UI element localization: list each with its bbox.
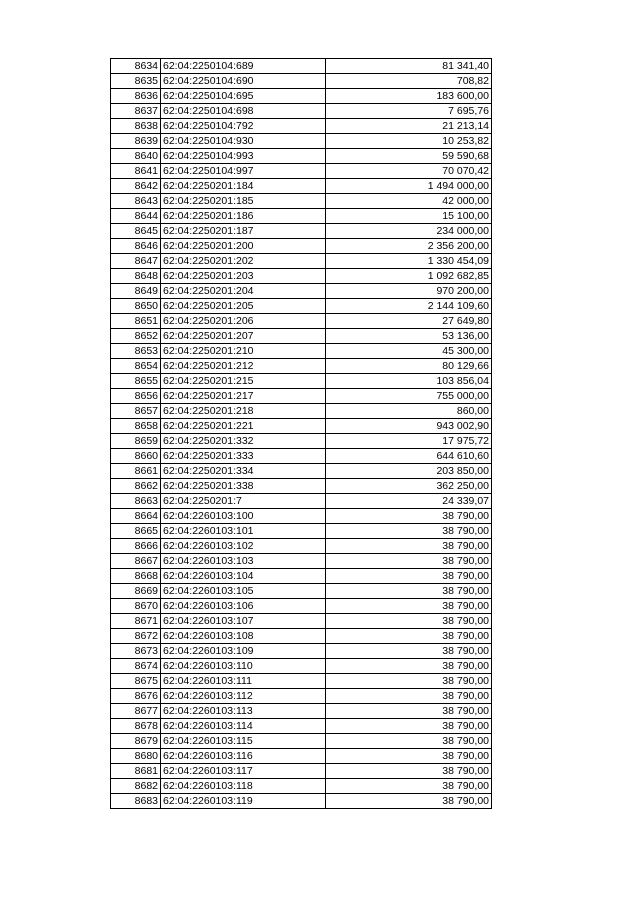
cadastral-value: 183 600,00: [326, 89, 492, 104]
cadastral-number: 62:04:2250201:338: [161, 479, 326, 494]
row-number: 8647: [111, 254, 161, 269]
cadastral-value: 80 129,66: [326, 359, 492, 374]
cadastral-number: 62:04:2250201:204: [161, 284, 326, 299]
cadastral-value: 362 250,00: [326, 479, 492, 494]
cadastral-number: 62:04:2260103:103: [161, 554, 326, 569]
cadastral-value: 38 790,00: [326, 764, 492, 779]
row-number: 8678: [111, 719, 161, 734]
table-row: [111, 344, 492, 359]
table-row: [111, 404, 492, 419]
table-body: [111, 59, 492, 809]
cadastral-value: 53 136,00: [326, 329, 492, 344]
cadastral-value: 103 856,04: [326, 374, 492, 389]
cadastral-number: 62:04:2250201:200: [161, 239, 326, 254]
row-number: 8668: [111, 569, 161, 584]
row-number: 8681: [111, 764, 161, 779]
row-number: 8675: [111, 674, 161, 689]
cadastral-number: 62:04:2250201:212: [161, 359, 326, 374]
row-number: 8674: [111, 659, 161, 674]
cadastral-number: 62:04:2260103:116: [161, 749, 326, 764]
cadastral-number: 62:04:2250104:689: [161, 59, 326, 74]
cadastral-value: 970 200,00: [326, 284, 492, 299]
row-number: 8635: [111, 74, 161, 89]
cadastral-number: 62:04:2250201:186: [161, 209, 326, 224]
table-row: [111, 134, 492, 149]
row-number: 8662: [111, 479, 161, 494]
cadastral-value: 38 790,00: [326, 554, 492, 569]
table-row: [111, 179, 492, 194]
table-row: [111, 629, 492, 644]
cadastral-value: 38 790,00: [326, 599, 492, 614]
table-row: [111, 479, 492, 494]
row-number: 8672: [111, 629, 161, 644]
table-row: [111, 659, 492, 674]
cadastral-value: 10 253,82: [326, 134, 492, 149]
cadastral-value: 27 649,80: [326, 314, 492, 329]
cadastral-value: 38 790,00: [326, 794, 492, 809]
table-row: [111, 419, 492, 434]
cadastral-value: 38 790,00: [326, 539, 492, 554]
cadastral-number: 62:04:2250201:205: [161, 299, 326, 314]
row-number: 8639: [111, 134, 161, 149]
cadastral-number: 62:04:2260103:115: [161, 734, 326, 749]
table-row: [111, 434, 492, 449]
cadastral-number: 62:04:2250104:792: [161, 119, 326, 134]
cadastral-value: 38 790,00: [326, 569, 492, 584]
table-row: [111, 734, 492, 749]
cadastral-number: 62:04:2250104:997: [161, 164, 326, 179]
cadastral-value: 24 339,07: [326, 494, 492, 509]
cadastral-value: 38 790,00: [326, 779, 492, 794]
row-number: 8634: [111, 59, 161, 74]
table-row: [111, 359, 492, 374]
row-number: 8657: [111, 404, 161, 419]
cadastral-number: 62:04:2250201:185: [161, 194, 326, 209]
table-row: [111, 569, 492, 584]
row-number: 8659: [111, 434, 161, 449]
row-number: 8650: [111, 299, 161, 314]
cadastral-number: 62:04:2250201:215: [161, 374, 326, 389]
table-row: [111, 59, 492, 74]
row-number: 8651: [111, 314, 161, 329]
cadastral-number: 62:04:2250201:206: [161, 314, 326, 329]
table-row: [111, 599, 492, 614]
table-row: [111, 614, 492, 629]
cadastral-number: 62:04:2250201:334: [161, 464, 326, 479]
row-number: 8655: [111, 374, 161, 389]
cadastral-number: 62:04:2250201:184: [161, 179, 326, 194]
row-number: 8665: [111, 524, 161, 539]
row-number: 8656: [111, 389, 161, 404]
cadastral-value-table: [110, 58, 492, 809]
cadastral-value: 45 300,00: [326, 344, 492, 359]
row-number: 8666: [111, 539, 161, 554]
table-row: [111, 584, 492, 599]
cadastral-number: 62:04:2260103:100: [161, 509, 326, 524]
row-number: 8643: [111, 194, 161, 209]
row-number: 8645: [111, 224, 161, 239]
table-row: [111, 509, 492, 524]
cadastral-number: 62:04:2260103:118: [161, 779, 326, 794]
cadastral-number: 62:04:2260103:113: [161, 704, 326, 719]
table-row: [111, 644, 492, 659]
cadastral-number: 62:04:2250201:207: [161, 329, 326, 344]
table-row: [111, 464, 492, 479]
cadastral-value: 1 494 000,00: [326, 179, 492, 194]
row-number: 8676: [111, 689, 161, 704]
row-number: 8637: [111, 104, 161, 119]
row-number: 8641: [111, 164, 161, 179]
table-row: [111, 794, 492, 809]
cadastral-number: 62:04:2260103:112: [161, 689, 326, 704]
table-row: [111, 524, 492, 539]
row-number: 8680: [111, 749, 161, 764]
table-row: [111, 209, 492, 224]
cadastral-number: 62:04:2260103:108: [161, 629, 326, 644]
cadastral-value: 7 695,76: [326, 104, 492, 119]
cadastral-number: 62:04:2260103:106: [161, 599, 326, 614]
cadastral-number: 62:04:2250201:218: [161, 404, 326, 419]
cadastral-value: 1 092 682,85: [326, 269, 492, 284]
cadastral-value: 38 790,00: [326, 524, 492, 539]
table-row: [111, 389, 492, 404]
cadastral-number: 62:04:2260103:114: [161, 719, 326, 734]
cadastral-value: 42 000,00: [326, 194, 492, 209]
cadastral-value: 38 790,00: [326, 584, 492, 599]
row-number: 8682: [111, 779, 161, 794]
table-row: [111, 89, 492, 104]
table-row: [111, 719, 492, 734]
table-row: [111, 764, 492, 779]
table-row: [111, 269, 492, 284]
cadastral-value: 38 790,00: [326, 749, 492, 764]
cadastral-value: 38 790,00: [326, 644, 492, 659]
row-number: 8653: [111, 344, 161, 359]
cadastral-value: 203 850,00: [326, 464, 492, 479]
cadastral-value: 2 356 200,00: [326, 239, 492, 254]
row-number: 8636: [111, 89, 161, 104]
table-row: [111, 449, 492, 464]
cadastral-number: 62:04:2260103:117: [161, 764, 326, 779]
cadastral-number: 62:04:2250201:187: [161, 224, 326, 239]
table-row: [111, 749, 492, 764]
row-number: 8638: [111, 119, 161, 134]
cadastral-value: 38 790,00: [326, 704, 492, 719]
row-number: 8658: [111, 419, 161, 434]
cadastral-value: 1 330 454,09: [326, 254, 492, 269]
cadastral-number: 62:04:2250104:993: [161, 149, 326, 164]
cadastral-number: 62:04:2250201:333: [161, 449, 326, 464]
cadastral-number: 62:04:2250201:221: [161, 419, 326, 434]
row-number: 8677: [111, 704, 161, 719]
row-number: 8667: [111, 554, 161, 569]
cadastral-number: 62:04:2260103:107: [161, 614, 326, 629]
cadastral-number: 62:04:2250201:203: [161, 269, 326, 284]
cadastral-value: 59 590,68: [326, 149, 492, 164]
table-row: [111, 74, 492, 89]
table-row: [111, 239, 492, 254]
row-number: 8669: [111, 584, 161, 599]
table-row: [111, 554, 492, 569]
cadastral-number: 62:04:2260103:109: [161, 644, 326, 659]
cadastral-value: 644 610,60: [326, 449, 492, 464]
cadastral-number: 62:04:2260103:102: [161, 539, 326, 554]
table-row: [111, 164, 492, 179]
cadastral-value: 38 790,00: [326, 614, 492, 629]
table-row: [111, 149, 492, 164]
row-number: 8648: [111, 269, 161, 284]
cadastral-number: 62:04:2260103:111: [161, 674, 326, 689]
table-row: [111, 704, 492, 719]
cadastral-value: 943 002,90: [326, 419, 492, 434]
row-number: 8649: [111, 284, 161, 299]
row-number: 8661: [111, 464, 161, 479]
cadastral-number: 62:04:2260103:119: [161, 794, 326, 809]
row-number: 8673: [111, 644, 161, 659]
cadastral-number: 62:04:2260103:104: [161, 569, 326, 584]
cadastral-value: 15 100,00: [326, 209, 492, 224]
table-row: [111, 314, 492, 329]
table-row: [111, 689, 492, 704]
cadastral-value: 17 975,72: [326, 434, 492, 449]
cadastral-value: 2 144 109,60: [326, 299, 492, 314]
row-number: 8640: [111, 149, 161, 164]
row-number: 8660: [111, 449, 161, 464]
cadastral-number: 62:04:2250201:202: [161, 254, 326, 269]
row-number: 8642: [111, 179, 161, 194]
table-row: [111, 374, 492, 389]
table-row: [111, 779, 492, 794]
table-row: [111, 674, 492, 689]
cadastral-number: 62:04:2260103:110: [161, 659, 326, 674]
cadastral-value: 38 790,00: [326, 719, 492, 734]
cadastral-value: 708,82: [326, 74, 492, 89]
cadastral-number: 62:04:2250201:7: [161, 494, 326, 509]
table-row: [111, 494, 492, 509]
row-number: 8670: [111, 599, 161, 614]
cadastral-value: 234 000,00: [326, 224, 492, 239]
cadastral-value: 38 790,00: [326, 734, 492, 749]
cadastral-number: 62:04:2250201:210: [161, 344, 326, 359]
row-number: 8652: [111, 329, 161, 344]
table-row: [111, 104, 492, 119]
cadastral-number: 62:04:2260103:105: [161, 584, 326, 599]
cadastral-number: 62:04:2260103:101: [161, 524, 326, 539]
table-row: [111, 539, 492, 554]
cadastral-number: 62:04:2250104:695: [161, 89, 326, 104]
table-row: [111, 224, 492, 239]
row-number: 8644: [111, 209, 161, 224]
row-number: 8664: [111, 509, 161, 524]
row-number: 8646: [111, 239, 161, 254]
table-row: [111, 119, 492, 134]
table-row: [111, 299, 492, 314]
table-row: [111, 194, 492, 209]
row-number: 8671: [111, 614, 161, 629]
cadastral-value: 38 790,00: [326, 674, 492, 689]
cadastral-number: 62:04:2250104:930: [161, 134, 326, 149]
table-row: [111, 284, 492, 299]
row-number: 8683: [111, 794, 161, 809]
cadastral-value: 70 070,42: [326, 164, 492, 179]
cadastral-number: 62:04:2250201:332: [161, 434, 326, 449]
cadastral-value: 38 790,00: [326, 629, 492, 644]
row-number: 8679: [111, 734, 161, 749]
cadastral-value: 21 213,14: [326, 119, 492, 134]
cadastral-value: 38 790,00: [326, 509, 492, 524]
cadastral-value: 38 790,00: [326, 659, 492, 674]
cadastral-value: 860,00: [326, 404, 492, 419]
table-row: [111, 329, 492, 344]
cadastral-value: 755 000,00: [326, 389, 492, 404]
table-row: [111, 254, 492, 269]
cadastral-number: 62:04:2250104:690: [161, 74, 326, 89]
cadastral-value: 81 341,40: [326, 59, 492, 74]
row-number: 8654: [111, 359, 161, 374]
row-number: 8663: [111, 494, 161, 509]
cadastral-number: 62:04:2250104:698: [161, 104, 326, 119]
cadastral-value: 38 790,00: [326, 689, 492, 704]
cadastral-number: 62:04:2250201:217: [161, 389, 326, 404]
